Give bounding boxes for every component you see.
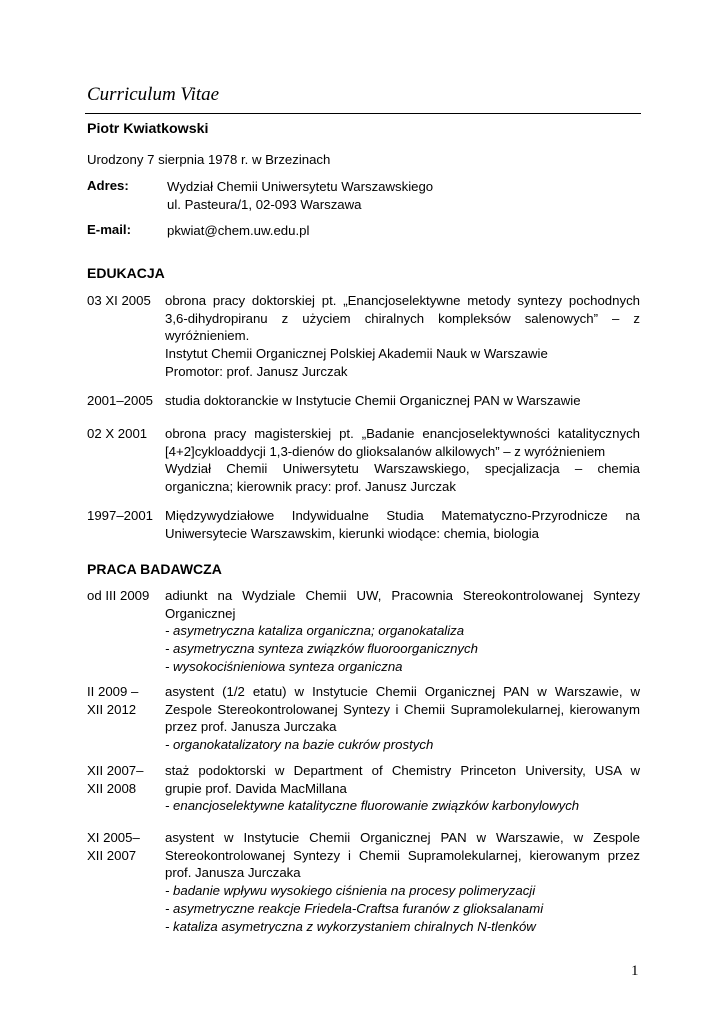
entry-line: obrona pracy doktorskiej pt. „Enancjoselektywne metody syntezy pochodnych: [165, 293, 640, 308]
entry-line: asystent (1/2 etatu) w Instytucie Chemii Organicznej PAN w Warszawie, w: [165, 684, 640, 699]
entry-description: [165, 425, 640, 496]
birth-info: Urodzony 7 sierpnia 1978 r. w Brzezinach: [87, 152, 331, 167]
entry-date: II 2009 – XII 2012: [87, 684, 139, 717]
research-topic: - kataliza asymetryczna z wykorzystaniem chiralnych N-tlenków: [165, 918, 536, 934]
research-topic: - organokatalizatory na bazie cukrów prostych: [165, 737, 434, 753]
person-name: Piotr Kwiatkowski: [87, 121, 209, 137]
address-label: Adres:: [87, 178, 129, 193]
address-value: [167, 178, 433, 214]
research-topic: - wysokociśnieniowa synteza organiczna: [165, 658, 403, 674]
research-topic: - asymetryczna synteza związków fluoroorganicznych: [165, 641, 478, 657]
email-row: [87, 222, 640, 242]
entry-line: Organicznej: [165, 605, 236, 621]
entry-line: [4+2]cykloaddycji 1,3-dienów do glioksalanów alkilowych” – z wyróżnieniem: [165, 443, 606, 459]
entry-line: Wydział Chemii Uniwersytetu Warszawskiego, specjalizacja – chemia: [165, 461, 640, 477]
entry-line: staż podoktorski w Department of Chemistry Princeton University, USA w: [165, 763, 640, 778]
entry-description: [165, 507, 640, 542]
page-number: 1: [631, 963, 639, 979]
entry-date: 2001–2005: [87, 393, 154, 408]
entry-line: Instytut Chemii Organicznej Polskiej Akademii Nauk w Warszawie: [165, 346, 548, 362]
entry-line: organiczna; kierownik pracy: prof. Janusz Jurczak: [165, 479, 456, 495]
title-divider: [85, 113, 641, 114]
entry-line: 3,6-dihydropiranu z użyciem chiralnych kompleksów salenowych” – z: [165, 310, 640, 326]
research-topic: - asymetryczne reakcje Friedela-Craftsa furanów z glioksalanami: [165, 900, 544, 916]
entry-description: [165, 392, 640, 410]
entry-date: XI 2005– XII 2007: [87, 830, 140, 863]
research-heading: PRACA BADAWCZA: [87, 561, 222, 577]
entry-description: [165, 683, 640, 754]
entry-date: 1997–2001: [87, 508, 154, 523]
entry-line: prof. Janusza Jurczaka: [165, 865, 301, 881]
entry-line: przez prof. Janusza Jurczaka: [165, 719, 337, 735]
entry-description: [165, 587, 640, 676]
research-topic: - enancjoselektywne katalityczne fluorowanie związków karbonylowych: [165, 798, 580, 814]
education-heading: EDUKACJA: [87, 265, 165, 281]
research-topic: - badanie wpływu wysokiego ciśnienia na procesy polimeryzacji: [165, 883, 536, 899]
entry-description: [165, 292, 640, 381]
entry-date: od III 2009: [87, 588, 150, 603]
entry-line: asystent w Instytucie Chemii Organicznej PAN w Warszawie, w Zespole: [165, 830, 640, 845]
email-link[interactable]: pkwiat@chem.uw.edu.pl: [167, 223, 310, 238]
entry-line: Uniwersytecie Warszawskim, kierunki wiodące: chemia, biologia: [165, 525, 540, 541]
entry-line: Zespole Stereokontrolowanej Syntezy i Chemii Supramolekularnej, kierowanym: [165, 701, 640, 717]
entry-line: studia doktoranckie w Instytucie Chemii Organicznej PAN w Warszawie: [165, 393, 581, 408]
entry-line: Promotor: prof. Janusz Jurczak: [165, 363, 348, 379]
entry-line: Stereokontrolowanej Syntezy i Chemii Supramolekularnej, kierowanym przez: [165, 847, 640, 863]
address-row: [87, 178, 640, 218]
entry-line: grupie prof. Davida MacMillana: [165, 780, 347, 796]
entry-description: [165, 762, 640, 815]
entry-line: adiunkt na Wydziale Chemii UW, Pracownia Stereokontrolowanej Syntezy: [165, 588, 640, 603]
entry-line: wyróżnieniem.: [165, 328, 250, 344]
email-label: E-mail:: [87, 222, 131, 237]
entry-line: Międzywydziałowe Indywidualne Studia Matematyczno-Przyrodnicze na: [165, 508, 640, 523]
research-topic: - asymetryczna kataliza organiczna; organokataliza: [165, 623, 465, 639]
entry-date: 02 X 2001: [87, 426, 148, 441]
address-line: ul. Pasteura/1, 02-093 Warszawa: [167, 197, 362, 212]
entry-description: [165, 829, 640, 935]
address-line: Wydział Chemii Uniwersytetu Warszawskiego: [167, 179, 434, 194]
entry-date: 03 XI 2005: [87, 293, 151, 308]
entry-date: XII 2007– XII 2008: [87, 763, 144, 796]
document-title: Curriculum Vitae: [87, 84, 220, 105]
entry-line: obrona pracy magisterskiej pt. „Badanie enancjoselektywności katalitycznych: [165, 426, 640, 441]
